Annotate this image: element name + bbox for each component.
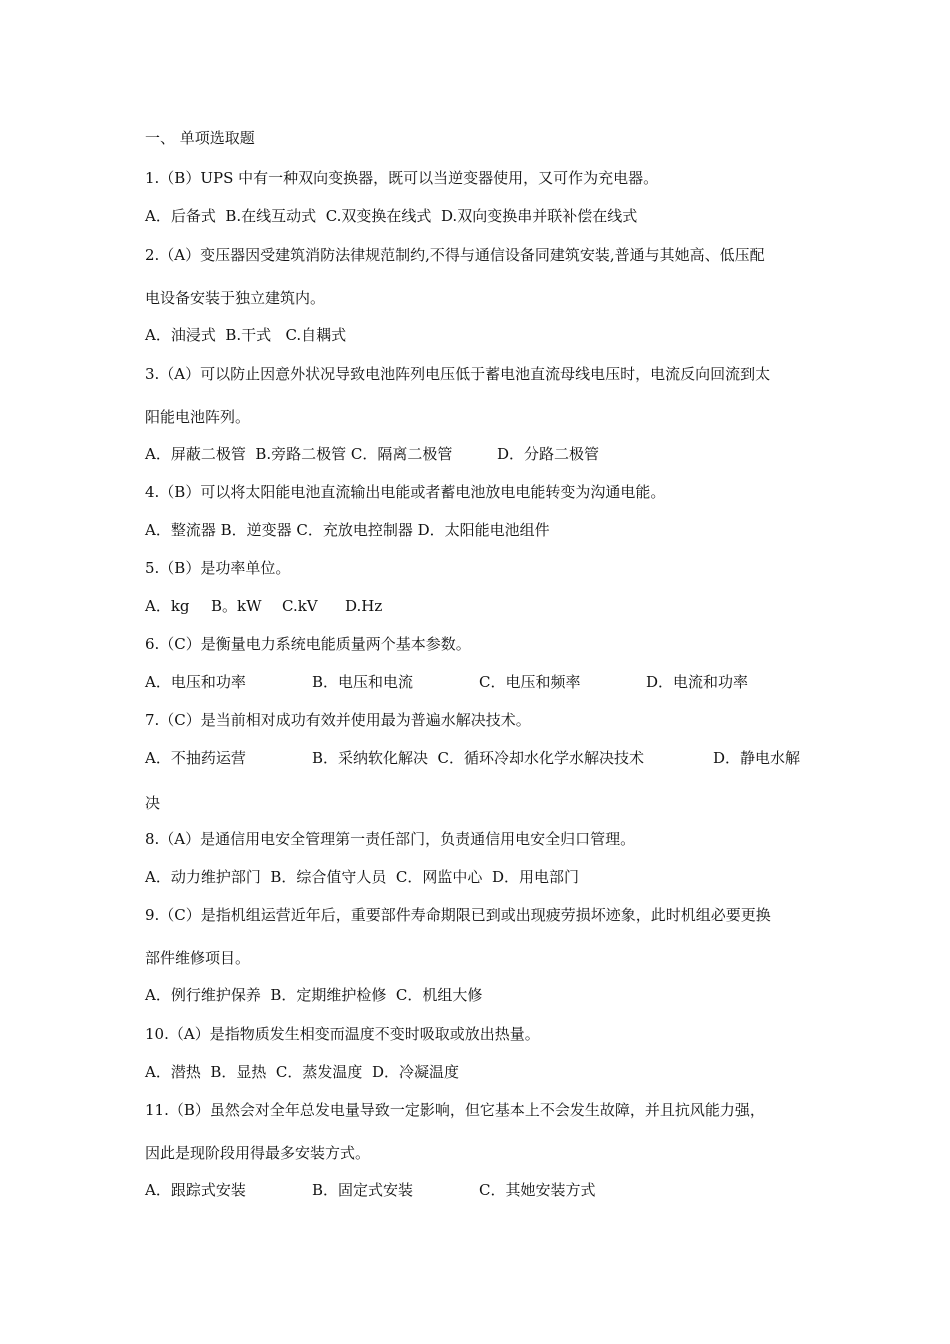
question-9-options: A．例行维护保养 B．定期维护检修 C．机组大修	[145, 986, 483, 1004]
question-11-options	[145, 1180, 745, 1280]
question-4-stem: 4.（B）可以将太阳能电池直流输出电能或者蓄电池放电电能转变为沟通电能。	[145, 483, 666, 501]
question-10-stem: 10.（A）是指物质发生相变而温度不变时吸取或放出热量。	[145, 1025, 540, 1043]
question-3-stem-cont: 阳能电池阵列。	[145, 408, 251, 426]
option-abc: A．屏蔽二极管 B.旁路二极管 C．隔离二极管	[145, 445, 453, 463]
question-11-stem-cont: 因此是现阶段用得最多安装方式。	[145, 1144, 371, 1162]
question-7-options-cont: 决	[145, 794, 161, 812]
option-d: D．静电水解	[713, 749, 801, 767]
question-10-options: A．潜热 B．显热 C．蒸发温度 D．冷凝温度	[145, 1063, 459, 1081]
option-b: B。kW	[211, 597, 262, 615]
option-c: C．其她安装方式	[479, 1181, 596, 1199]
question-7-stem: 7.（C）是当前相对成功有效并使用最为普遍水解决技术。	[145, 711, 531, 729]
question-2-stem: 2.（A）变压器因受建筑消防法律规范制约,不得与通信设备同建筑安装,普通与其她高、低压配	[145, 246, 765, 264]
section-title: 一、 单项选取题	[145, 129, 255, 147]
option-a: A．不抽药运营	[145, 749, 246, 767]
question-5-stem: 5.（B）是功率单位。	[145, 559, 291, 577]
question-1-stem: 1.（B）UPS 中有一种双向变换器，既可以当逆变器使用，又可作为充电器。	[145, 169, 659, 187]
option-b: B．固定式安装	[312, 1181, 414, 1199]
question-2-options: A．油浸式 B.干式 C.自耦式	[145, 326, 347, 344]
question-3-stem: 3.（A）可以防止因意外状况导致电池阵列电压低于蓄电池直流母线电压时，电流反向回流到太	[145, 365, 771, 383]
option-c: C．电压和频率	[479, 673, 581, 691]
question-9-stem: 9.（C）是指机组运营近年后，重要部件寿命期限已到或出现疲劳损坏迹象，此时机组必要更换	[145, 906, 771, 924]
option-c: C.kV	[282, 597, 318, 615]
option-a: A．跟踪式安装	[145, 1181, 246, 1199]
question-2-stem-cont: 电设备安装于独立建筑内。	[145, 289, 326, 307]
option-d: D．分路二极管	[497, 445, 600, 463]
option-d: D．电流和功率	[646, 673, 749, 691]
option-b-c: B．采纳软化解决 C．循环冷却水化学水解决技术	[312, 749, 645, 767]
question-9-stem-cont: 部件维修项目。	[145, 949, 251, 967]
option-b: B．电压和电流	[312, 673, 414, 691]
question-11-stem: 11.（B）虽然会对全年总发电量导致一定影响，但它基本上不会发生故障，并且抗风能力强，	[145, 1101, 765, 1119]
question-8-options: A．动力维护部门 B．综合值守人员 C．网监中心 D．用电部门	[145, 868, 579, 886]
question-8-stem: 8.（A）是通信用电安全管理第一责任部门，负责通信用电安全归口管理。	[145, 830, 636, 848]
question-1-options: A．后备式 B.在线互动式 C.双变换在线式 D.双向变换串并联补偿在线式	[145, 207, 638, 225]
option-a: A．kg	[145, 597, 190, 615]
question-6-stem: 6.（C）是衡量电力系统电能质量两个基本参数。	[145, 635, 471, 653]
option-d: D.Hz	[345, 597, 383, 615]
option-a: A．电压和功率	[145, 673, 246, 691]
question-4-options: A．整流器 B．逆变器 C．充放电控制器 D．太阳能电池组件	[145, 521, 550, 539]
